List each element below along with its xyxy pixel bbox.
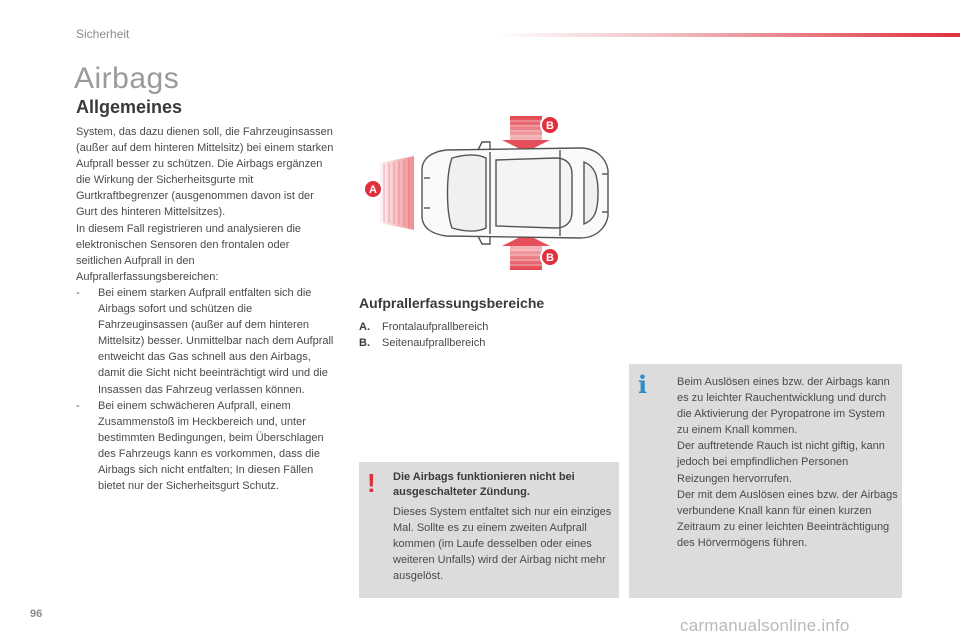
list-item [359,319,488,335]
list-item [359,335,488,351]
list-item [76,285,338,398]
watermark: carmanualsonline.info [680,616,850,635]
impact-zones-list [359,319,488,351]
warning-icon: ! [367,468,376,498]
zone-description: Seitenaufprallbereich [382,337,486,349]
warning-title: Die Airbags funktionieren nicht bei ausgeschalteter Zündung. [393,471,575,498]
list-item-text: Bei einem schwächeren Aufprall, einem Zusammenstoß im Heckbereich und, unter bestimmten Bedingungen, beim Überschlagen des Fahrzeugs kann es vorkommen, dass die Airbags sich nicht entfalten; In diesen Fällen bietet nur der Sicherheitsgurt Schutz. [98,399,324,493]
info-paragraph-2: Der auftretende Rauch ist nicht giftig, kann jedoch bei empfindlichen Personen Reizungen hervorrufen. [677,440,885,485]
list-item [76,398,338,495]
warning-text: Dieses System entfaltet sich nur ein einziges Mal. Sollte es zu einem zweiten Aufprall kommen (im Laufe desselben oder eines weiteren Unfalls) wird der Airbag nicht mehr ausgelöst. [393,506,612,582]
marker-b-side-bottom [541,248,559,266]
car-top-view-illustration [422,142,608,244]
info-icon: i [638,370,648,399]
intro-paragraph-1: System, das dazu dienen soll, die Fahrzeuginsassen (außer auf dem hinteren Mittelsitz) bei einem starken Aufprall besser zu schützen. Die Airbags ergänzen die Wirkung der Sicherheitsgurte mit Gurtkraftbegrenzer (ausgenommen davon ist der Gurt des hinteren Mittelsitzes). [76,126,334,219]
marker-a-label: A [369,184,377,196]
section-label: Sicherheit [76,27,130,41]
bullet-marker: - [76,286,80,299]
intro-text [76,124,338,494]
frontal-impact-zone [380,156,414,230]
section-subtitle: Allgemeines [76,97,183,117]
zone-letter: B. [359,337,370,349]
list-item-text: Bei einem starken Aufprall entfalten sich die Airbags sofort und schützen die Fahrzeuginsassen (außer auf dem hinteren Mittelsitz) besser. Unmittelbar nach dem Aufprall entweicht das Gas schnell aus den Airbags, damit die Sicht nicht beeinträchtigt wird und die Insassen das Fahrzeug verlassen können. [98,286,334,396]
info-paragraph-3: Der mit dem Auslösen eines bzw. der Airbags verbundene Knall kann für einen kurzen Zeitraum zu einer leichten Beeinträchtigung des Hörvermögens führen. [677,488,898,549]
page-number: 96 [30,608,43,620]
info-box [629,364,902,598]
info-paragraph-1: Beim Auslösen eines bzw. der Airbags kann es zu leichter Rauchentwicklung und durch die Aktivierung der Pyropatrone im System zu einem Knall kommen. [677,376,890,437]
page-title: Airbags [74,62,180,95]
zone-letter: A. [359,321,370,333]
intro-paragraph-2: In diesem Fall registrieren und analysieren die elektronischen Sensoren den frontalen oder seitlichen Aufprall in den Aufprallerfassungsbereichen: [76,222,302,283]
marker-b-label: B [546,120,554,132]
marker-b-label: B [546,252,554,264]
header-accent-bar [496,33,960,37]
info-text [677,374,899,551]
marker-b-side-top [541,116,559,134]
bullet-marker: - [76,399,80,412]
warning-box [359,462,619,598]
marker-a-frontal [364,180,382,198]
impact-zones-diagram [360,108,620,278]
zone-description: Frontalaufprallbereich [382,321,489,333]
impact-zones-heading: Aufprallerfassungsbereiche [359,295,545,311]
